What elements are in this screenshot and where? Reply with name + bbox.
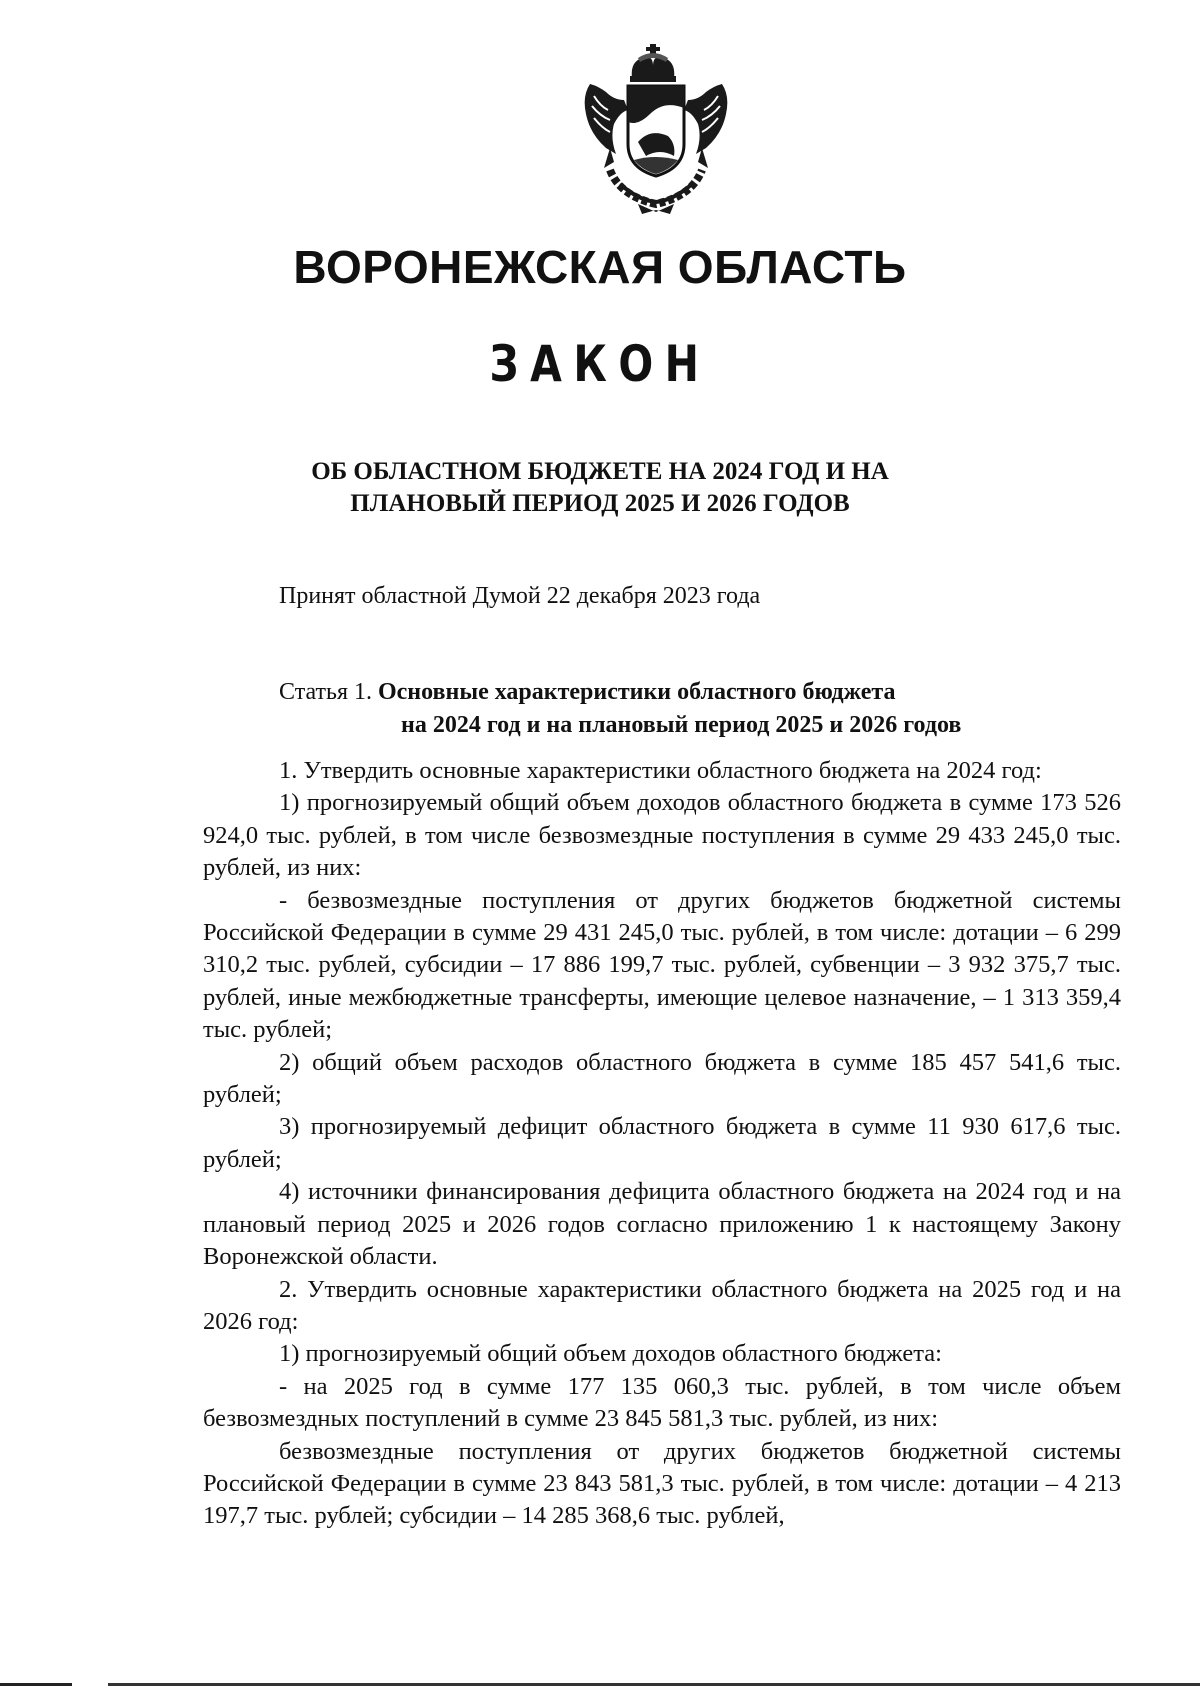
paragraph: - на 2025 год в сумме 177 135 060,3 тыс. рублей, в том числе объем безвозмездных поступлений в сумме 23 845 581,3 тыс. рублей, из них:	[203, 1372, 1121, 1433]
paragraph: 1. Утвердить основные характеристики областного бюджета на 2024 год:	[279, 757, 1042, 784]
paragraph: безвозмездные поступления от других бюджетов бюджетной системы Российской Федерации в сумме 23 843 581,3 тыс. рублей, в том числе: дотации – 4 213 197,7 тыс. рублей; субсидии – 14 285 368,6 тыс. рублей,	[203, 1437, 1121, 1530]
article-heading	[279, 676, 961, 742]
paragraph: - безвозмездные поступления от других бюджетов бюджетной системы Российской Федерации в сумме 29 431 245,0 тыс. рублей, в том числе: дотации – 6 299 310,2 тыс. рублей, субсидии – 17 886 199,7 тыс. рублей, субвенции – 3 932 375,7 тыс. рублей, иные межбюджетные трансферты, имеющие целевое назначение, – 1 313 359,4 тыс. рублей;	[203, 886, 1121, 1044]
article-title: Основные характеристики областного бюджета	[377, 679, 896, 705]
article-body	[203, 755, 1121, 1533]
paragraph: 1) прогнозируемый общий объем доходов областного бюджета в сумме 173 526 924,0 тыс. рублей, в том числе безвозмездные поступления в сумме 29 433 245,0 тыс. рублей, из них:	[203, 789, 1121, 882]
article-title-continued: на 2024 год и на плановый период 2025 и 2026 годов	[401, 712, 962, 738]
paragraph: 1) прогнозируемый общий объем доходов областного бюджета:	[279, 1340, 942, 1368]
region-heading: ВОРОНЕЖСКАЯ ОБЛАСТЬ	[293, 241, 907, 293]
document-type-heading: ЗАКОН	[489, 335, 711, 393]
law-title-line: ОБ ОБЛАСТНОМ БЮДЖЕТЕ НА 2024 ГОД И НА	[311, 458, 889, 485]
law-title-line: ПЛАНОВЫЙ ПЕРИОД 2025 И 2026 ГОДОВ	[350, 490, 850, 517]
article-label: Статья 1.	[279, 679, 378, 705]
paragraph: 4) источники финансирования дефицита областного бюджета на 2024 год и на плановый период 2025 и 2026 годов согласно приложению 1 к настоящему Закону Воронежской области.	[203, 1178, 1121, 1271]
paragraph: 3) прогнозируемый дефицит областного бюджета в сумме 11 930 617,6 тыс. рублей;	[203, 1113, 1121, 1173]
paragraph: 2. Утвердить основные характеристики областного бюджета на 2025 год и на 2026 год:	[203, 1275, 1121, 1335]
scan-edge-line	[0, 1683, 1200, 1686]
law-title	[0, 456, 1200, 520]
coat-of-arms-icon	[580, 44, 732, 214]
adoption-date: Принят областной Думой 22 декабря 2023 года	[279, 583, 761, 609]
paragraph: 2) общий объем расходов областного бюджета в сумме 185 457 541,6 тыс. рублей;	[203, 1048, 1121, 1109]
